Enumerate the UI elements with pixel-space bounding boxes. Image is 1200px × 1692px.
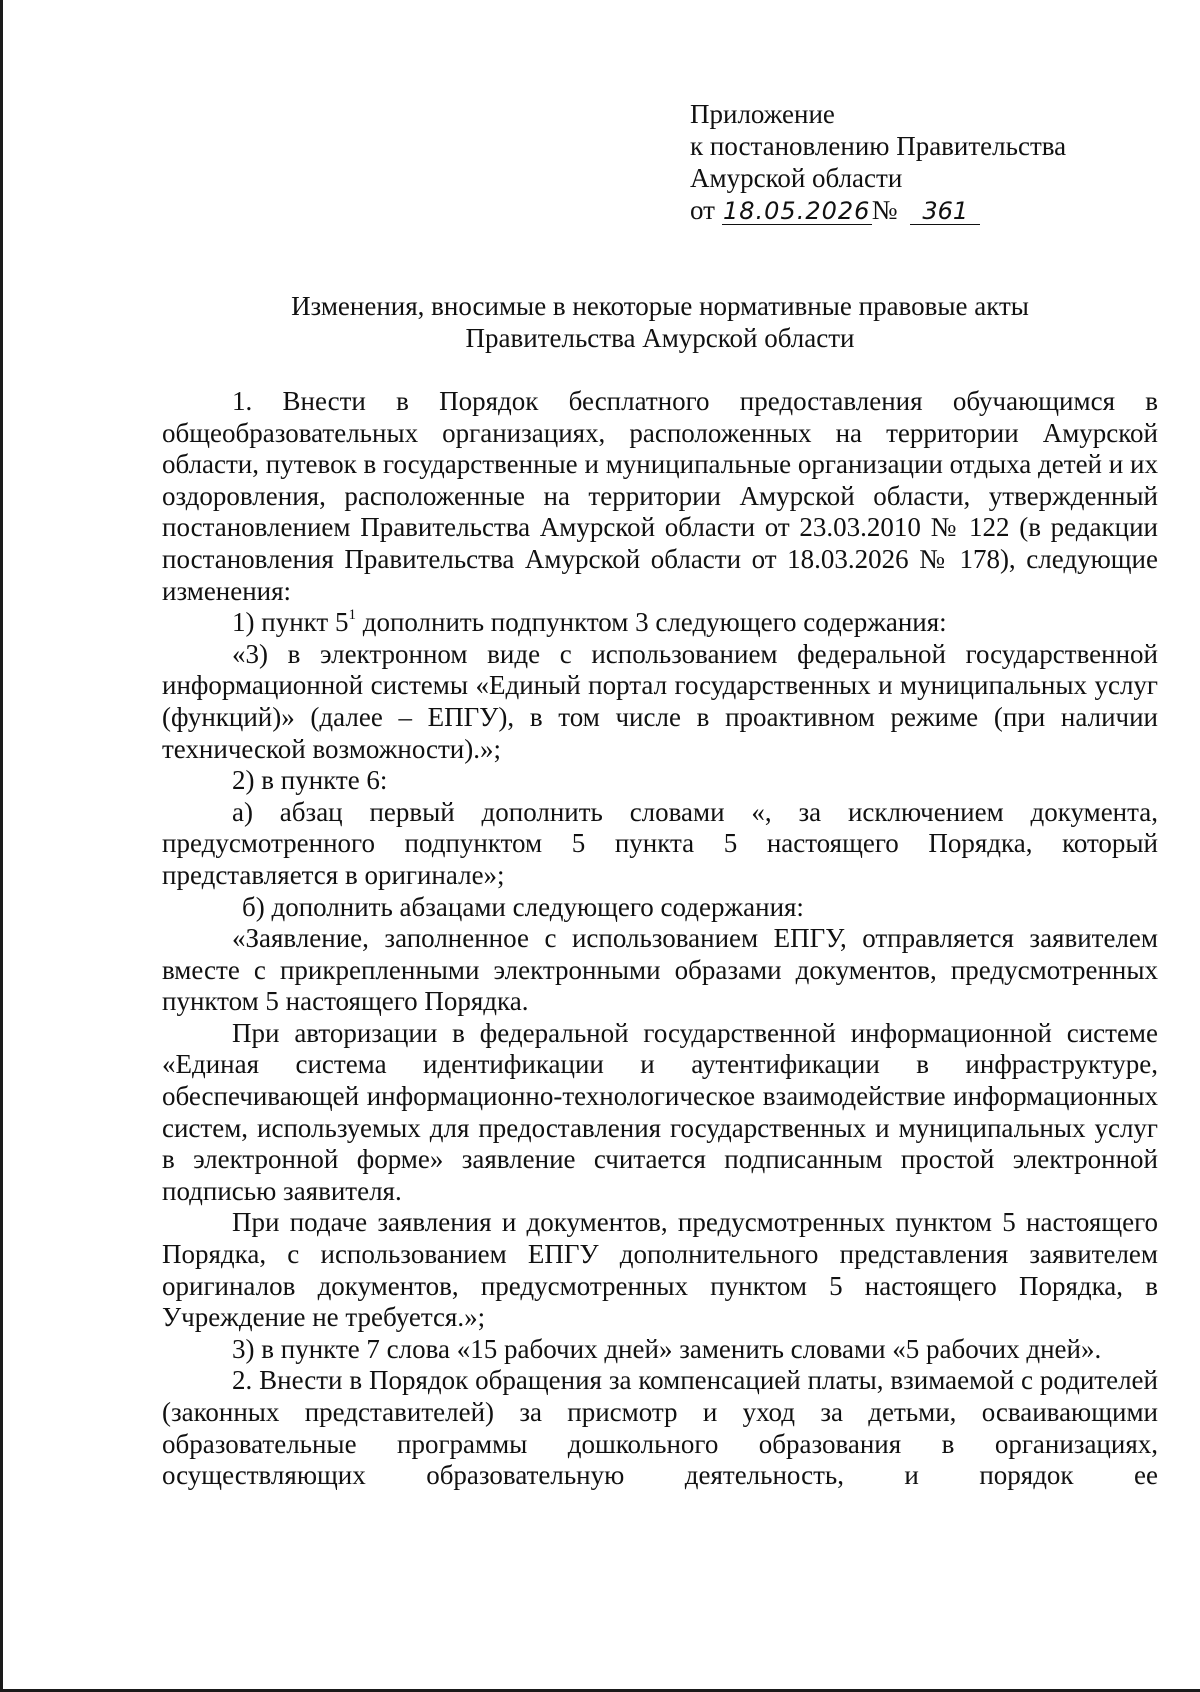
document-title (162, 290, 1158, 354)
paragraph-11: 2. Внести в Порядок обращения за компенсацией платы, взимаемой с родителей (законных представителей) за присмотр и уход за детьми, осваивающими образовательные программы дошкольного образования в организациях, осуществляющих образовательную деятельность, и порядок ее (162, 1365, 1158, 1491)
approval-block (690, 98, 1066, 226)
paragraph-9: При подаче заявления и документов, предусмотренных пунктом 5 настоящего Порядка, с использованием ЕПГУ дополнительного представления заявителем оригиналов документов, предусмотренных пунктом 5 настоящего Порядка, в Учреждение не требуется.»; (162, 1207, 1158, 1333)
from-label: от (690, 195, 715, 225)
paragraph-7: «Заявление, заполненное с использованием ЕПГУ, отправляется заявителем вместе с прикрепленными электронными образами документов, предусмотренных пунктом 5 настоящего Порядка. (162, 923, 1158, 1017)
paragraph-4: 2) в пункте 6: (232, 765, 388, 796)
paragraph-1: 1. Внести в Порядок бесплатного предоставления обучающимся в общеобразовательных организациях, расположенных на территории Амурской области, путевок в государственные и муниципальные организации отдыха детей и их оздоровления, расположенные на территории Амурской области, утвержденный постановлением Правительства Амурской области от 23.03.2010 № 122 (в редакции постановления Правительства Амурской области от 18.03.2026 № 178), следующие изменения: (162, 386, 1158, 606)
paragraph-2 (162, 607, 1158, 639)
paragraph-6: б) дополнить абзацами следующего содержания: (242, 891, 804, 922)
paragraph-10: 3) в пункте 7 слова «15 рабочих дней» заменить словами «5 рабочих дней». (232, 1333, 1102, 1364)
number-label: № (871, 195, 898, 225)
page-edge-left (0, 0, 3, 1692)
paragraph-2-start: 1) пункт 5 (232, 607, 349, 638)
approval-line-2: к постановлению Правительства (690, 131, 1067, 161)
paragraph-8: При авторизации в федеральной государственной информационной системе «Единая система идентификации и аутентификации в инфраструктуре, обеспечивающей информационно-технологическое взаимодействие информационных систем, используемых для предоставления государственных и муниципальных услуг в электронной форме» заявление считается подписанным простой электронной подписью заявителя. (162, 1017, 1158, 1206)
paragraph-2-end: дополнить подпунктом 3 следующего содержания: (355, 607, 947, 638)
handwritten-number: 361 (910, 198, 980, 225)
paragraph-3: «3) в электронном виде с использованием федеральной государственной информационной системы «Единый портал государственных и муниципальных услуг (функций)» (далее – ЕПГУ), в том числе в проактивном режиме (при наличии технической возможности).»; (162, 638, 1158, 764)
paragraph-5: а) абзац первый дополнить словами «, за исключением документа, предусмотренного подпунктом 5 пункта 5 настоящего Порядка, который представляется в оригинале»; (162, 796, 1158, 890)
title-line-2: Правительства Амурской области (465, 323, 855, 353)
title-line-1: Изменения, вносимые в некоторые нормативные правовые акты (291, 291, 1029, 321)
approval-line-3: Амурской области (690, 163, 903, 193)
approval-date-line (690, 194, 1066, 226)
approval-line-1: Приложение (690, 99, 835, 129)
document-body (162, 386, 1158, 1492)
superscript: 1 (348, 607, 356, 624)
handwritten-date: 18.05.2026 (722, 197, 871, 225)
